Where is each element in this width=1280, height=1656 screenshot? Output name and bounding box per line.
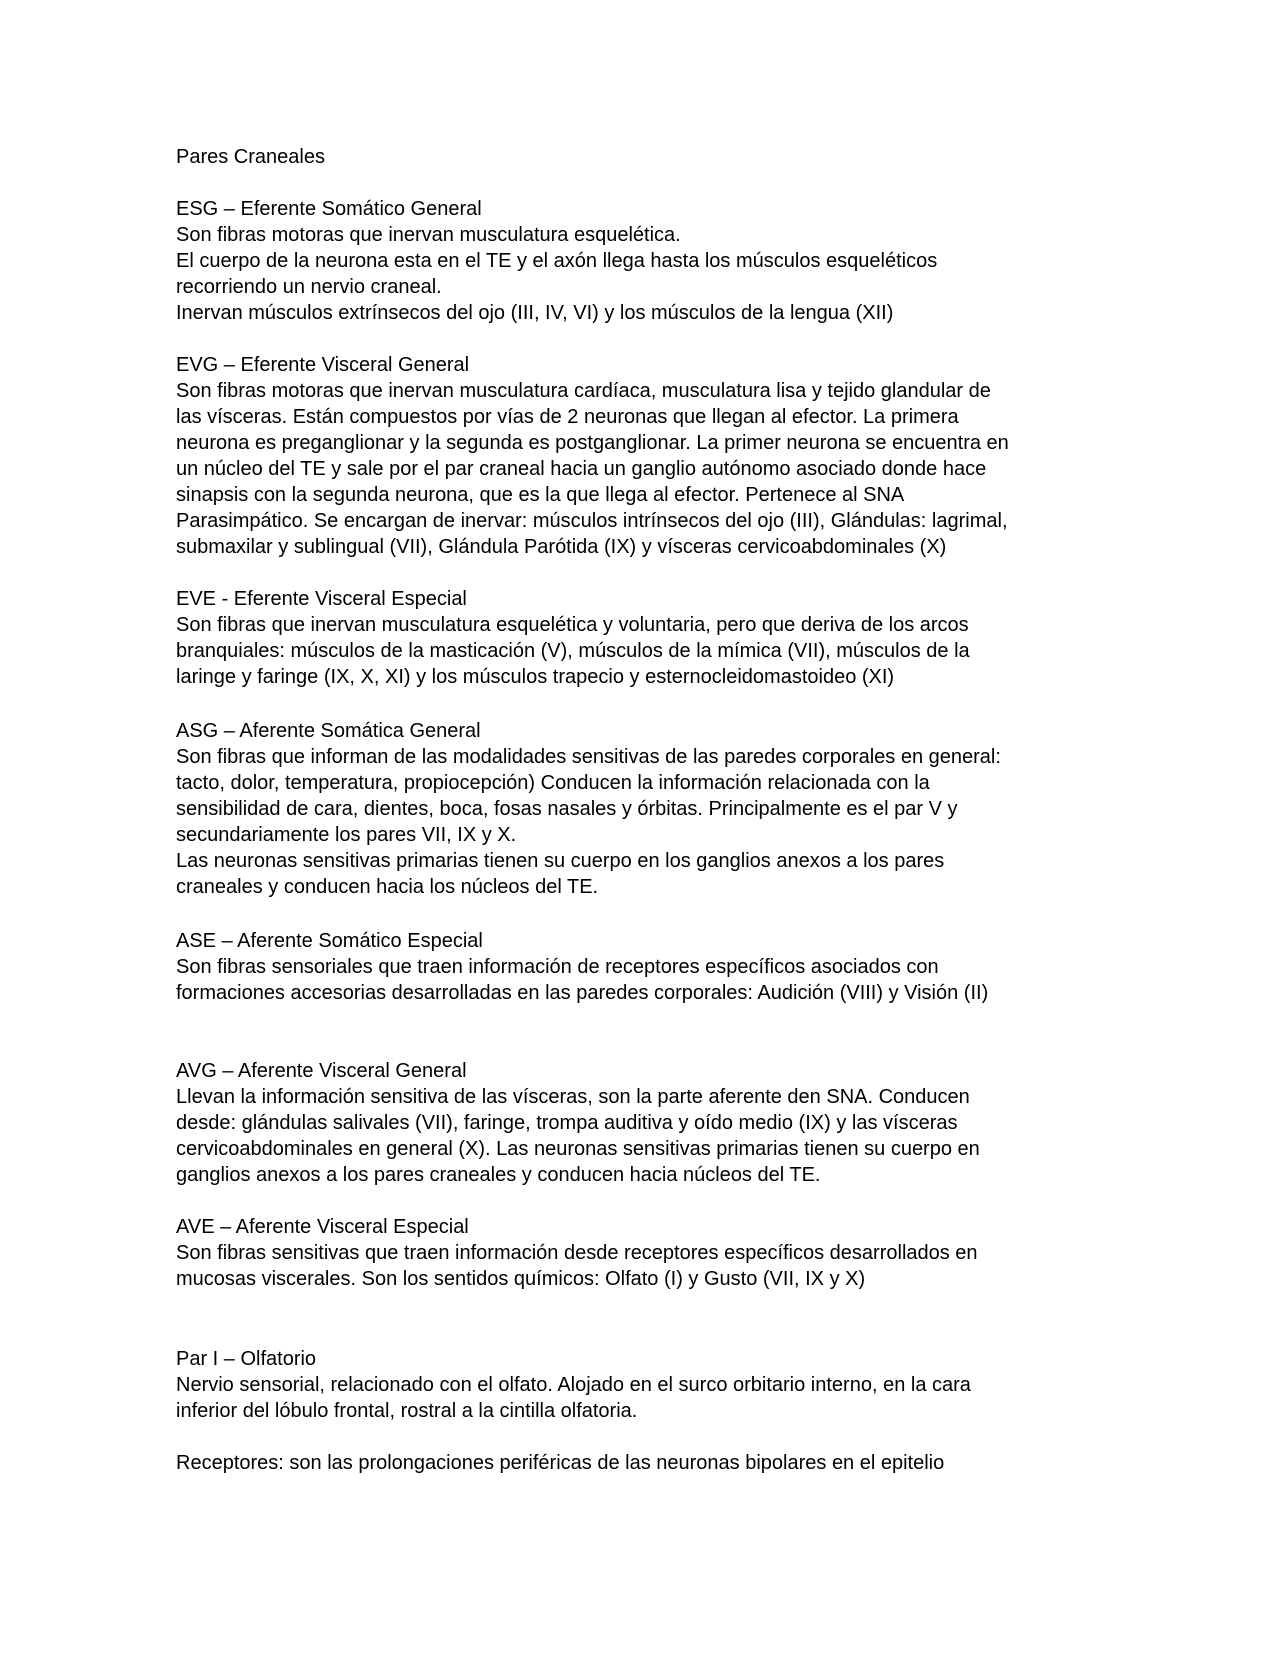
text-line: inferior del lóbulo frontal, rostral a la cintilla olfatoria. bbox=[176, 1400, 638, 1422]
section-heading-par-i: Par I – Olfatorio bbox=[176, 1348, 317, 1370]
text-line: Son fibras que inervan musculatura esquelética y voluntaria, pero que deriva de los arcos bbox=[176, 614, 969, 636]
text-line: Son fibras que informan de las modalidades sensitivas de las paredes corporales en general: bbox=[176, 746, 1001, 768]
text-line: neurona es preganglionar y la segunda es postganglionar. La primer neurona se encuentra en bbox=[176, 432, 1009, 454]
text-line: recorriendo un nervio craneal. bbox=[176, 276, 442, 298]
text-line: mucosas viscerales. Son los sentidos químicos: Olfato (I) y Gusto (VII, IX y X) bbox=[176, 1268, 866, 1290]
text-line: sensibilidad de cara, dientes, boca, fosas nasales y órbitas. Principalmente es el par V y bbox=[176, 798, 958, 820]
text-line: Llevan la información sensitiva de las vísceras, son la parte aferente den SNA. Conducen bbox=[176, 1086, 970, 1108]
text-line: secundariamente los pares VII, IX y X. bbox=[176, 824, 517, 846]
text-line: Son fibras sensoriales que traen información de receptores específicos asociados con bbox=[176, 956, 939, 978]
text-line: tacto, dolor, temperatura, propiocepción) Conducen la información relacionada con la bbox=[176, 772, 930, 794]
text-line: laringe y faringe (IX, X, XI) y los músculos trapecio y esternocleidomastoideo (XI) bbox=[176, 666, 895, 688]
text-line: desde: glándulas salivales (VII), faringe, trompa auditiva y oído medio (IX) y las vísceras bbox=[176, 1112, 958, 1134]
text-line: Receptores: son las prolongaciones periféricas de las neuronas bipolares en el epitelio bbox=[176, 1452, 945, 1474]
text-line: ganglios anexos a los pares craneales y conducen hacia núcleos del TE. bbox=[176, 1164, 821, 1186]
section-heading-avg: AVG – Aferente Visceral General bbox=[176, 1060, 467, 1082]
text-line: branquiales: músculos de la masticación (V), músculos de la mímica (VII), músculos de la bbox=[176, 640, 970, 662]
text-line: Son fibras motoras que inervan musculatura cardíaca, musculatura lisa y tejido glandular de bbox=[176, 380, 991, 402]
text-line: sinapsis con la segunda neurona, que es la que llega al efector. Pertenece al SNA bbox=[176, 484, 905, 506]
text-line: Son fibras motoras que inervan musculatura esquelética. bbox=[176, 224, 681, 246]
document-title: Pares Craneales bbox=[176, 146, 325, 168]
text-line: Inervan músculos extrínsecos del ojo (III, IV, VI) y los músculos de la lengua (XII) bbox=[176, 302, 894, 324]
text-line: Parasimpático. Se encargan de inervar: músculos intrínsecos del ojo (III), Glándulas: lagrimal, bbox=[176, 510, 1008, 532]
section-heading-ave: AVE – Aferente Visceral Especial bbox=[176, 1216, 469, 1238]
text-line: cervicoabdominales en general (X). Las neuronas sensitivas primarias tienen su cuerpo en bbox=[176, 1138, 980, 1160]
text-line: Nervio sensorial, relacionado con el olfato. Alojado en el surco orbitario interno, en la cara bbox=[176, 1374, 971, 1396]
text-line: Son fibras sensitivas que traen información desde receptores específicos desarrollados en bbox=[176, 1242, 978, 1264]
section-heading-esg: ESG – Eferente Somático General bbox=[176, 198, 482, 220]
section-heading-evg: EVG – Eferente Visceral General bbox=[176, 354, 470, 376]
text-line: craneales y conducen hacia los núcleos del TE. bbox=[176, 876, 599, 898]
section-heading-ase: ASE – Aferente Somático Especial bbox=[176, 930, 483, 952]
text-line: submaxilar y sublingual (VII), Glándula Parótida (IX) y vísceras cervicoabdominales (X) bbox=[176, 536, 947, 558]
text-line: formaciones accesorias desarrolladas en las paredes corporales: Audición (VIII) y Visión (II) bbox=[176, 982, 989, 1004]
text-line: El cuerpo de la neurona esta en el TE y el axón llega hasta los músculos esqueléticos bbox=[176, 250, 938, 272]
section-heading-eve: EVE - Eferente Visceral Especial bbox=[176, 588, 467, 610]
text-line: un núcleo del TE y sale por el par craneal hacia un ganglio autónomo asociado donde hace bbox=[176, 458, 987, 480]
section-heading-asg: ASG – Aferente Somática General bbox=[176, 720, 481, 742]
text-line: las vísceras. Están compuestos por vías de 2 neuronas que llegan al efector. La primera bbox=[176, 406, 959, 428]
text-line: Las neuronas sensitivas primarias tienen su cuerpo en los ganglios anexos a los pares bbox=[176, 850, 945, 872]
